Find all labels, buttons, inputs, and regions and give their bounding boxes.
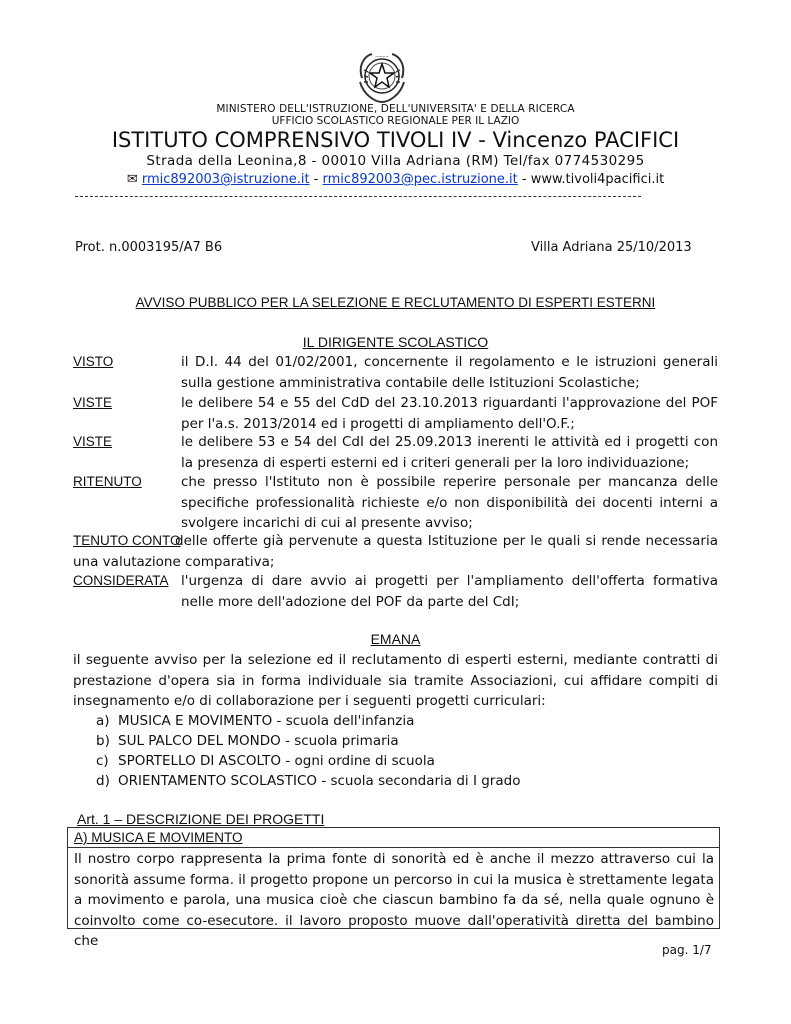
section-heading: A) MUSICA E MOVIMENTO <box>68 828 719 848</box>
premise-considerata <box>73 571 718 612</box>
pec-email-link[interactable]: rmic892003@pec.istruzione.it <box>322 172 518 187</box>
premise-text: che presso l'Istituto non è possibile reperire personale per mancanza delle specifiche professionalità richieste e/o non disponibilità dei docenti interni a svolgere incarichi di cui al presente avviso; <box>181 474 718 531</box>
contact-separator: - <box>309 172 323 187</box>
premise-label: VISTE <box>73 395 113 410</box>
list-item: d) ORIENTAMENTO SCOLASTICO - scuola secondaria di I grado <box>96 773 521 789</box>
premise-text: le delibere 54 e 55 del CdD del 23.10.2013 riguardanti l'approvazione del POF per l'a.s. 2013/2014 ed i progetti di ampliamento dell'O.F.; <box>181 395 718 432</box>
email-link[interactable]: rmic892003@istruzione.it <box>141 172 310 187</box>
premise-text: le delibere 53 e 54 del CdI del 25.09.2013 inerenti le attività ed i progetti con la presenza di esperti esterni ed i criteri generali per la loro individuazione; <box>181 434 718 471</box>
premise-label: RITENUTO <box>73 474 142 489</box>
header-divider <box>75 196 641 197</box>
premise-label: CONSIDERATA <box>73 573 169 588</box>
document-title: AVVISO PUBBLICO PER LA SELEZIONE E RECLUTAMENTO DI ESPERTI ESTERNI <box>135 295 656 310</box>
list-item: c) SPORTELLO DI ASCOLTO - ogni ordine di scuola <box>96 753 435 769</box>
premise-viste-1 <box>73 393 718 434</box>
svg-text:~~~~: ~~~~ <box>375 54 389 59</box>
project-description-box <box>67 827 720 949</box>
website-text: - www.tivoli4pacifici.it <box>517 172 665 187</box>
issuer-heading: IL DIRIGENTE SCOLASTICO <box>302 334 489 350</box>
premise-tenuto-conto <box>73 531 718 572</box>
premise-ritenuto <box>73 472 718 534</box>
project-list <box>96 711 520 791</box>
school-name: ISTITUTO COMPRENSIVO TIVOLI IV - Vincenzo PACIFICI <box>111 128 680 152</box>
envelope-icon: ✉ <box>126 172 138 187</box>
list-item: a) MUSICA E MOVIMENTO - scuola dell'infanzia <box>96 713 415 729</box>
ministry-name: MINISTERO DELL'ISTRUZIONE, DELL'UNIVERSITA' E DELLA RICERCA <box>216 103 575 115</box>
premise-label: TENUTO CONTO <box>73 533 181 548</box>
premise-viste-2 <box>73 432 718 473</box>
article-heading: Art. 1 – DESCRIZIONE DEI PROGETTI <box>77 811 325 827</box>
premise-label: VISTO <box>73 354 114 369</box>
list-item: b) SUL PALCO DEL MONDO - scuola primaria <box>96 733 399 749</box>
emana-heading: EMANA <box>370 631 421 647</box>
premise-text: delle offerte già pervenute a questa Istituzione per le quali si rende necessaria una valutazione comparativa; <box>73 533 718 570</box>
notice-intro: il seguente avviso per la selezione ed il reclutamento di esperti esterni, mediante contratti di prestazione d'opera sia in forma individuale sia tramite Associazioni, cui affidare compiti di insegnamento e/o di collaborazione per i seguenti progetti curriculari: <box>73 652 718 709</box>
premise-visto <box>73 352 718 393</box>
premise-text: il D.I. 44 del 01/02/2001, concernente il regolamento e le istruzioni generali sulla gestione amministrativa contabile delle Istituzioni Scolastiche; <box>181 354 718 391</box>
regional-office-name: UFFICIO SCOLASTICO REGIONALE PER IL LAZIO <box>271 115 520 127</box>
place-date: Villa Adriana 25/10/2013 <box>531 240 692 255</box>
contact-line <box>0 172 791 187</box>
school-address: Strada della Leonina,8 - 00010 Villa Adriana (RM) Tel/fax 0774530295 <box>146 153 645 169</box>
section-body: Il nostro corpo rappresenta la prima fonte di sonorità ed è anche il mezzo attraverso cui la sonorità assume forma. il progetto propone un percorso in cui la musica è strettamente legata a movimento e parola, una musica cioè che ciascun bambino fa da sé, nella quale ognuno è coinvolto come co-esecutore. il lavoro proposto muove dall'operatività diretta del bambino che <box>74 851 714 949</box>
page-number: pag. 1/7 <box>662 943 712 957</box>
protocol-number: Prot. n.0003195/A7 B6 <box>75 240 223 255</box>
premise-label: VISTE <box>73 434 113 449</box>
premise-text: l'urgenza di dare avvio ai progetti per l'ampliamento dell'offerta formativa nelle more dell'adozione del POF da parte del CdI; <box>181 573 718 610</box>
italian-republic-emblem-icon <box>356 48 408 104</box>
